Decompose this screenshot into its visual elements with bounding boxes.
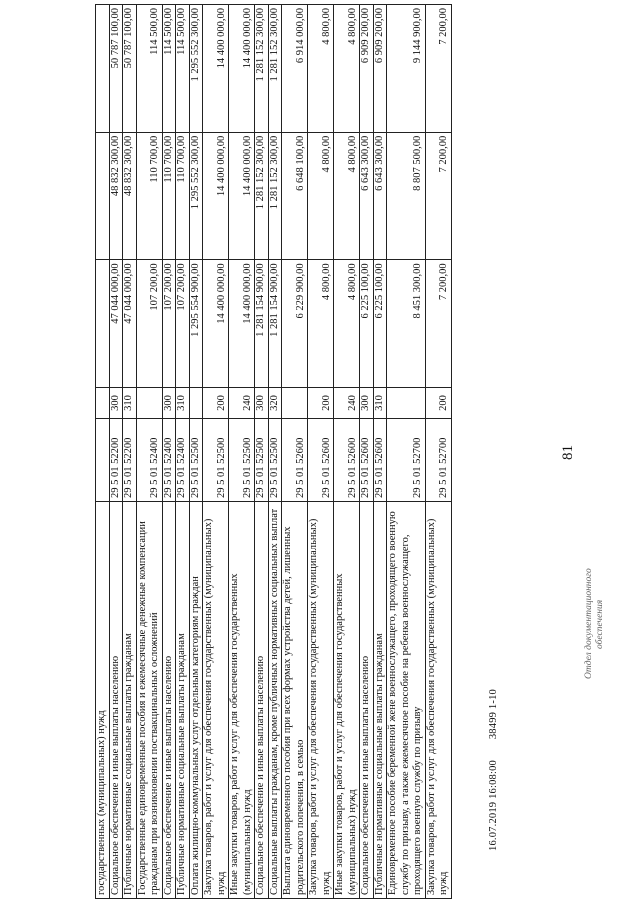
row-expense-type-cell: [96, 388, 110, 419]
row-name-cell: Социальное обеспечение и иные выплаты населению: [162, 502, 176, 899]
table-row: [229, 5, 255, 899]
row-code-cell: 29 5 01 52200: [123, 419, 137, 502]
row-amount-2021-cell: 6 914 000,00: [282, 5, 308, 133]
row-amount-2021-cell: 6 909 200,00: [360, 5, 374, 133]
row-name-cell: Оплата жилищно-коммунальных услуг отдельным категориям граждан: [189, 502, 203, 899]
row-amount-2020-cell: 1 295 552 300,00: [189, 132, 203, 260]
row-code-cell: 29 5 01 52400: [176, 419, 190, 502]
row-name-cell: Социальное обеспечение и иные выплаты населению: [360, 502, 374, 899]
row-amount-2019-cell: [96, 260, 110, 388]
row-amount-2021-cell: [96, 5, 110, 133]
table-row: [360, 5, 374, 899]
row-amount-2021-cell: 50 787 100,00: [123, 5, 137, 133]
table-row: [203, 5, 229, 899]
row-amount-2019-cell: 14 400 000,00: [229, 260, 255, 388]
row-amount-2021-cell: 4 800,00: [334, 5, 360, 133]
row-amount-2020-cell: 48 832 300,00: [109, 132, 123, 260]
row-amount-2020-cell: 48 832 300,00: [123, 132, 137, 260]
stamp-line-1: Отдел документационного: [584, 568, 594, 679]
row-amount-2021-cell: 4 800,00: [308, 5, 334, 133]
row-amount-2020-cell: 7 200,00: [425, 132, 451, 260]
row-expense-type-cell: 200: [425, 388, 451, 419]
row-name-cell: Публичные нормативные социальные выплаты гражданам: [123, 502, 137, 899]
row-code-cell: 29 5 01 52700: [425, 419, 451, 502]
row-expense-type-cell: [282, 388, 308, 419]
row-amount-2020-cell: 110 700,00: [136, 132, 162, 260]
row-name-cell: Иные закупки товаров, работ и услуг для обеспечения государственных (муниципальных) нужд: [334, 502, 360, 899]
row-amount-2021-cell: 1 281 152 300,00: [255, 5, 269, 133]
row-code-cell: 29 5 01 52600: [334, 419, 360, 502]
row-expense-type-cell: 200: [203, 388, 229, 419]
row-amount-2019-cell: 1 281 154 900,00: [268, 260, 282, 388]
row-amount-2020-cell: 8 807 500,00: [387, 132, 426, 260]
row-amount-2019-cell: 6 225 100,00: [373, 260, 387, 388]
row-amount-2021-cell: 114 500,00: [176, 5, 190, 133]
table-row: [268, 5, 282, 899]
table-row: [282, 5, 308, 899]
row-amount-2021-cell: 1 295 552 300,00: [189, 5, 203, 133]
row-expense-type-cell: 300: [360, 388, 374, 419]
row-amount-2020-cell: 6 643 300,00: [360, 132, 374, 260]
row-expense-type-cell: 310: [176, 388, 190, 419]
row-name-cell: Государственные единовременные пособия и ежемесячные денежные компенсации гражданам при возникновении поствакцинальных осложнений: [136, 502, 162, 899]
row-amount-2021-cell: 1 281 152 300,00: [268, 5, 282, 133]
row-amount-2021-cell: 114 500,00: [162, 5, 176, 133]
row-name-cell: Единовременное пособие беременной жене военнослужащего, проходящего военную службу по призыву, а также ежемесячное пособие на ребенка военнослужащего, проходящего военную службу по призыву: [387, 502, 426, 899]
row-amount-2020-cell: 14 400 000,00: [203, 132, 229, 260]
row-amount-2019-cell: 6 225 100,00: [360, 260, 374, 388]
row-code-cell: 29 5 01 52700: [387, 419, 426, 502]
table-row: [425, 5, 451, 899]
row-amount-2019-cell: 107 200,00: [176, 260, 190, 388]
row-expense-type-cell: 300: [255, 388, 269, 419]
row-amount-2019-cell: 107 200,00: [136, 260, 162, 388]
row-code-cell: 29 5 01 52500: [229, 419, 255, 502]
row-code-cell: 29 5 01 52200: [109, 419, 123, 502]
row-expense-type-cell: 200: [308, 388, 334, 419]
row-name-cell: Социальное обеспечение и иные выплаты населению: [109, 502, 123, 899]
table-row: [136, 5, 162, 899]
row-code-cell: [96, 419, 110, 502]
row-expense-type-cell: 300: [109, 388, 123, 419]
row-amount-2021-cell: 7 200,00: [425, 5, 451, 133]
row-code-cell: 29 5 01 52400: [136, 419, 162, 502]
table-row: [255, 5, 269, 899]
row-amount-2020-cell: 6 643 300,00: [373, 132, 387, 260]
row-name-cell: Иные закупки товаров, работ и услуг для обеспечения государственных (муниципальных) нужд: [229, 502, 255, 899]
row-amount-2020-cell: 6 648 100,00: [282, 132, 308, 260]
row-amount-2019-cell: 1 295 554 900,00: [189, 260, 203, 388]
table-row: [162, 5, 176, 899]
row-name-cell: Публичные нормативные социальные выплаты гражданам: [176, 502, 190, 899]
budget-table-body: [96, 5, 452, 899]
row-amount-2021-cell: 14 400 000,00: [203, 5, 229, 133]
row-expense-type-cell: 310: [123, 388, 137, 419]
row-name-cell: Закупка товаров, работ и услуг для обеспечения государственных (муниципальных) нужд: [425, 502, 451, 899]
row-expense-type-cell: [387, 388, 426, 419]
row-amount-2021-cell: 6 909 200,00: [373, 5, 387, 133]
page-number: 81: [560, 445, 576, 460]
row-amount-2021-cell: 9 144 900,00: [387, 5, 426, 133]
stamp-line-2: обеспечения: [594, 599, 605, 649]
row-amount-2020-cell: 1 281 152 300,00: [268, 132, 282, 260]
row-name-cell: Закупка товаров, работ и услуг для обеспечения государственных (муниципальных) нужд: [308, 502, 334, 899]
row-amount-2019-cell: 7 200,00: [425, 260, 451, 388]
table-row: [189, 5, 203, 899]
row-amount-2021-cell: 50 787 100,00: [109, 5, 123, 133]
footer: [488, 689, 499, 851]
table-row: [334, 5, 360, 899]
row-expense-type-cell: [189, 388, 203, 419]
department-stamp: [584, 568, 606, 679]
row-code-cell: 29 5 01 52400: [162, 419, 176, 502]
row-amount-2021-cell: 14 400 000,00: [229, 5, 255, 133]
row-expense-type-cell: 240: [334, 388, 360, 419]
table-row: [123, 5, 137, 899]
footer-doc-id: 38499 1-10: [488, 689, 499, 740]
row-code-cell: 29 5 01 52600: [373, 419, 387, 502]
row-amount-2019-cell: 8 451 300,00: [387, 260, 426, 388]
row-code-cell: 29 5 01 52600: [282, 419, 308, 502]
table-row: [109, 5, 123, 899]
row-amount-2019-cell: 4 800,00: [308, 260, 334, 388]
row-name-cell: Публичные нормативные социальные выплаты гражданам: [373, 502, 387, 899]
row-amount-2020-cell: 14 400 000,00: [229, 132, 255, 260]
row-amount-2019-cell: 1 281 154 900,00: [255, 260, 269, 388]
row-amount-2020-cell: [96, 132, 110, 260]
row-expense-type-cell: 310: [373, 388, 387, 419]
row-amount-2019-cell: 47 044 000,00: [109, 260, 123, 388]
row-amount-2020-cell: 110 700,00: [176, 132, 190, 260]
footer-datetime: 16.07.2019 16:08:00: [488, 759, 499, 851]
row-amount-2020-cell: 4 800,00: [308, 132, 334, 260]
row-code-cell: 29 5 01 52500: [203, 419, 229, 502]
row-code-cell: 29 5 01 52500: [189, 419, 203, 502]
row-amount-2021-cell: 114 500,00: [136, 5, 162, 133]
table-row: [308, 5, 334, 899]
row-expense-type-cell: 240: [229, 388, 255, 419]
row-code-cell: 29 5 01 52500: [255, 419, 269, 502]
row-expense-type-cell: 300: [162, 388, 176, 419]
row-expense-type-cell: [136, 388, 162, 419]
row-amount-2020-cell: 1 281 152 300,00: [255, 132, 269, 260]
row-amount-2020-cell: 4 800,00: [334, 132, 360, 260]
row-code-cell: 29 5 01 52500: [268, 419, 282, 502]
row-amount-2020-cell: 110 700,00: [162, 132, 176, 260]
row-name-cell: Социальное обеспечение и иные выплаты населению: [255, 502, 269, 899]
row-amount-2019-cell: 107 200,00: [162, 260, 176, 388]
row-name-cell: Социальные выплаты гражданам, кроме публичных нормативных социальных выплат: [268, 502, 282, 899]
row-name-cell: Закупка товаров, работ и услуг для обеспечения государственных (муниципальных) нужд: [203, 502, 229, 899]
row-expense-type-cell: 320: [268, 388, 282, 419]
row-code-cell: 29 5 01 52600: [308, 419, 334, 502]
row-amount-2019-cell: 6 229 900,00: [282, 260, 308, 388]
row-code-cell: 29 5 01 52600: [360, 419, 374, 502]
row-amount-2019-cell: 47 044 000,00: [123, 260, 137, 388]
row-amount-2019-cell: 14 400 000,00: [203, 260, 229, 388]
row-amount-2019-cell: 4 800,00: [334, 260, 360, 388]
row-name-cell: государственных (муниципальных) нужд: [96, 502, 110, 899]
table-row: [96, 5, 110, 899]
budget-table: [95, 4, 452, 899]
table-row: [176, 5, 190, 899]
row-name-cell: Выплата единовременного пособия при всех формах устройства детей, лишенных родительского попечения, в семью: [282, 502, 308, 899]
table-row: [373, 5, 387, 899]
table-row: [387, 5, 426, 899]
